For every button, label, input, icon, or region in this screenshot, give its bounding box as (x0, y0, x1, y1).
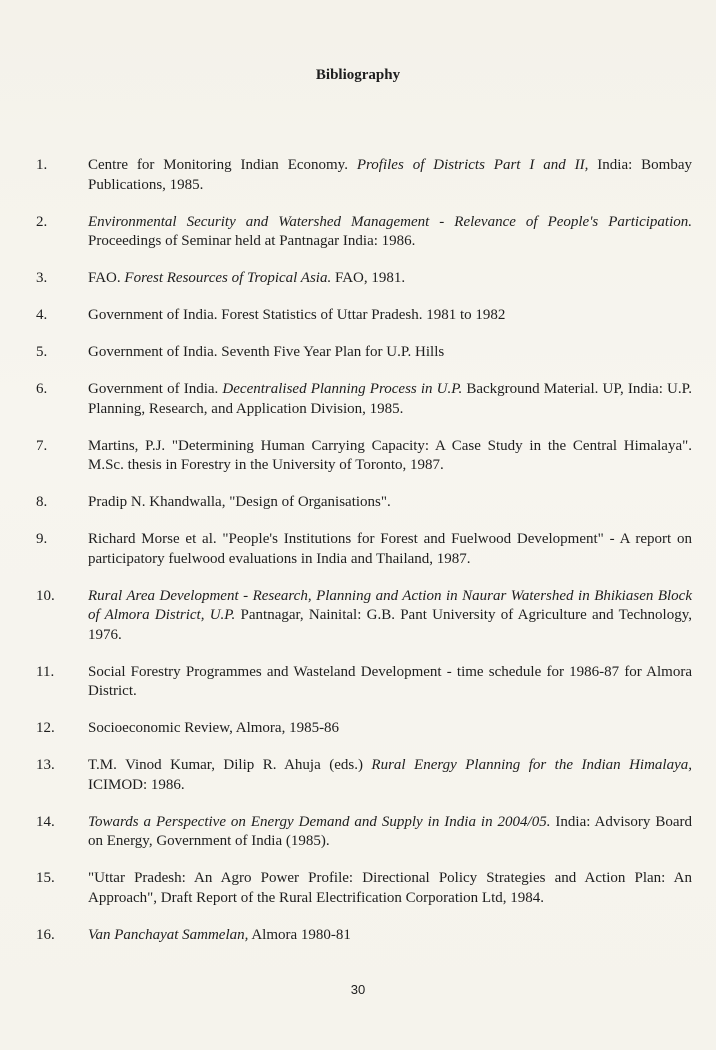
entry-number: 9. (36, 531, 48, 547)
citation-title: Rural Energy Planning for the Indian Himalaya, (371, 757, 692, 773)
citation-text: Government of India. (88, 381, 223, 397)
entry-citation (88, 156, 692, 195)
citation-text: FAO. (88, 270, 125, 286)
citation-text: Martins, P.J. "Determining Human Carrying Capacity: A Case Study in the Central Himalaya". M.Sc. thesis in Forestry in the University of Toronto, 1987. (88, 437, 692, 473)
bibliography-entry (36, 663, 692, 702)
entry-number: 8. (36, 494, 48, 510)
citation-text: Background Material. UP, India: U.P. Planning, Research, and Application Division, 1985. (88, 381, 692, 417)
entry-number: 14. (36, 813, 55, 830)
citation-title: Environmental Security and Watershed Management - Relevance of People's Participation. (88, 213, 692, 230)
bibliography-entry (36, 306, 692, 326)
entry-number: 3. (36, 270, 48, 286)
entry-number: 1. (36, 157, 48, 173)
entry-citation (88, 813, 692, 852)
entry-citation (88, 587, 692, 646)
citation-text: Social Forestry Programmes and Wasteland Development - time schedule for 1986-87 for Almora District. (88, 663, 692, 699)
entry-number: 2. (36, 213, 48, 230)
entry-number: 7. (36, 437, 48, 454)
entry-citation (88, 869, 692, 908)
entry-citation (88, 663, 692, 702)
citation-text: "Uttar Pradesh: An Agro Power Profile: Directional Policy Strategies and Action Plan: An Approach", Draft Report of the Rural Electrification Corporation Ltd, 1984. (88, 870, 692, 906)
citation-text: Government of India. Seventh Five Year Plan for U.P. Hills (88, 344, 445, 360)
entry-citation (88, 343, 692, 363)
bibliography-entry (36, 530, 692, 569)
entry-number: 5. (36, 344, 48, 360)
page-title: Bibliography (315, 67, 401, 83)
entry-citation (88, 493, 692, 513)
bibliography-entry (36, 926, 692, 946)
bibliography-entry (36, 269, 692, 289)
citation-title: Towards a Perspective on Energy Demand and Supply in India in 2004/05. (88, 813, 551, 830)
bibliography-entry (36, 813, 692, 852)
citation-text: India: Bombay Publications, 1985. (88, 157, 692, 193)
citation-text: Proceedings of Seminar held at Pantnagar India: 1986. (88, 233, 416, 249)
citation-text: Government of India. Forest Statistics of Uttar Pradesh. 1981 to 1982 (88, 307, 506, 323)
entry-number: 10. (36, 587, 55, 604)
bibliography-entry (36, 493, 692, 513)
citation-text: Almora 1980-81 (248, 926, 351, 943)
citation-text: Pradip N. Khandwalla, "Design of Organisations". (88, 494, 391, 510)
bibliography-entry (36, 756, 692, 795)
entry-number: 13. (36, 757, 55, 773)
bibliography-entry (36, 343, 692, 363)
entry-citation (88, 380, 692, 419)
citation-text: Socioeconomic Review, Almora, 1985-86 (88, 720, 340, 736)
citation-text: Centre for Monitoring Indian Economy. (88, 157, 357, 173)
entry-citation (88, 437, 692, 476)
citation-text: ICIMOD: 1986. (88, 776, 185, 793)
entry-citation (88, 756, 692, 795)
entry-number: 16. (36, 926, 55, 943)
bibliography-entry (36, 213, 692, 252)
entry-citation (88, 213, 692, 252)
citation-text: Pantnagar, Nainital: G.B. Pant University of Agriculture and Technology, 1976. (88, 607, 692, 643)
entry-citation (88, 719, 692, 739)
entry-number: 11. (36, 663, 55, 680)
bibliography-entry (36, 587, 692, 646)
entry-number: 12. (36, 720, 55, 736)
citation-text: T.M. Vinod Kumar, Dilip R. Ahuja (eds.) (88, 757, 372, 773)
citation-text: Richard Morse et al. "People's Institutions for Forest and Fuelwood Development" - A report on participatory fuelwood evaluations in India and Thailand, 1987. (88, 531, 692, 567)
bibliography-entry (36, 380, 692, 419)
citation-title: Rural Area Development - Research, Planning and Action in Naurar Watershed in Bhikiasen Block of Almora District, U.P. (88, 587, 692, 623)
entry-citation (88, 530, 692, 569)
entry-number: 15. (36, 870, 55, 886)
citation-title: Decentralised Planning Process in U.P. (222, 381, 463, 397)
entry-number: 6. (36, 381, 48, 397)
page-number: 30 (350, 982, 366, 997)
citation-title: Van Panchayat Sammelan, (88, 926, 249, 943)
citation-title: Profiles of Districts Part I and II, (356, 157, 589, 173)
bibliography-entry (36, 719, 692, 739)
entry-citation (88, 306, 692, 326)
citation-text: FAO, 1981. (331, 270, 406, 286)
citation-title: Forest Resources of Tropical Asia. (124, 270, 332, 286)
entry-citation (88, 926, 692, 946)
entry-citation (88, 269, 692, 289)
bibliography-entry (36, 437, 692, 476)
bibliography-entry (36, 869, 692, 908)
bibliography-entry (36, 156, 692, 195)
citation-text: India: Advisory Board on Energy, Government of India (1985). (88, 813, 693, 849)
entry-number: 4. (36, 307, 48, 323)
bibliography-list (36, 156, 692, 945)
